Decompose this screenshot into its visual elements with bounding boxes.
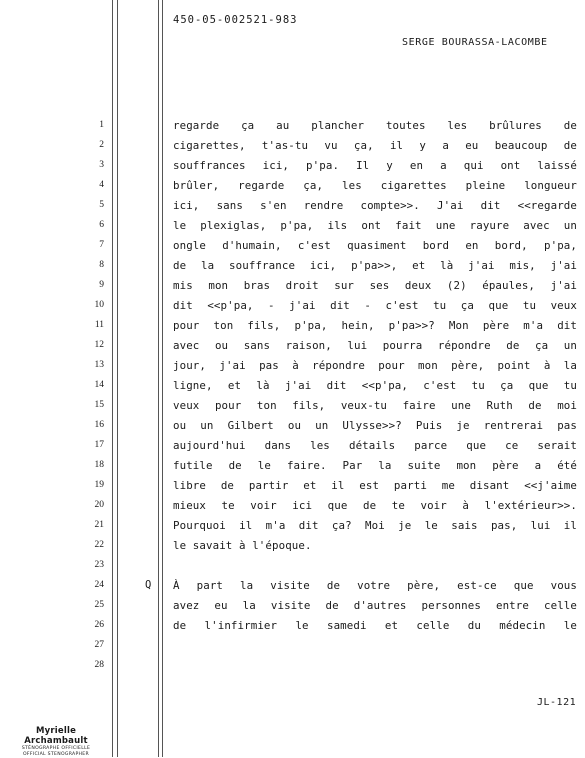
line-number: 17 — [94, 440, 104, 450]
question-marker: Q — [145, 579, 152, 591]
line-number: 2 — [99, 140, 104, 150]
page-reference: JL-121 — [537, 697, 577, 708]
line-number: 12 — [94, 340, 104, 350]
transcript-line: regarde ça au plancher toutes les brûlures de — [173, 119, 577, 132]
line-number: 4 — [99, 180, 104, 190]
transcript-line: avec ou sans raison, lui pourra répondre de ça un — [173, 339, 577, 352]
transcript-line: À part la visite de votre père, est-ce que vous — [173, 579, 577, 592]
transcript-line: mieux te voir ici que de te voir à l'extérieur>>. — [173, 499, 577, 512]
transcript-line: de la souffrance ici, p'pa>>, et là j'ai mis, j'ai — [173, 259, 577, 272]
transcript-line: ongle d'humain, c'est quasiment bord en bord, p'pa, — [173, 239, 577, 252]
transcript-line: jour, j'ai pas à répondre pour mon père, point à la — [173, 359, 577, 372]
transcript-line: aujourd'hui dans les détails parce que ce serait — [173, 439, 577, 452]
line-number: 21 — [94, 520, 104, 530]
transcript-line: de l'infirmier le samedi et celle du médecin le — [173, 619, 577, 632]
transcript-line: Pourquoi il m'a dit ça? Moi je le sais pas, lui il — [173, 519, 577, 532]
stenographer-title-fr: STÉNOGRAPHE OFFICIELLE — [21, 746, 91, 751]
line-number: 24 — [94, 580, 104, 590]
line-number: 3 — [99, 160, 104, 170]
line-number: 5 — [99, 200, 104, 210]
margin-rule-left-outer — [112, 0, 113, 757]
transcript-line: mis mon bras droit sur ses deux (2) épaules, j'ai — [173, 279, 577, 292]
line-number: 13 — [94, 360, 104, 370]
stenographer-name: Myrielle Archambault — [24, 726, 88, 746]
line-number: 22 — [94, 540, 104, 550]
stenographer-logo — [6, 726, 106, 758]
line-number: 23 — [94, 560, 104, 570]
transcript-line: veux pour ton fils, veux-tu faire une Ruth de moi — [173, 399, 577, 412]
line-number: 27 — [94, 640, 104, 650]
transcript-line: futile de le faire. Par la suite mon père a été — [173, 459, 577, 472]
case-reference-number: 450-05-002521-983 — [173, 14, 298, 26]
line-number: 25 — [94, 600, 104, 610]
line-number: 10 — [94, 300, 104, 310]
transcript-line: le savait à l'époque. — [173, 539, 312, 552]
transcript-line: ligne, et là j'ai dit <<p'pa, c'est tu ça que tu — [173, 379, 577, 392]
transcript-line: brûler, regarde ça, les cigarettes pleine longueur — [173, 179, 577, 192]
witness-name: SERGE BOURASSA-LACOMBE — [402, 37, 548, 48]
line-number: 1 — [99, 120, 104, 130]
transcript-line: pour ton fils, p'pa, hein, p'pa>>? Mon père m'a dit — [173, 319, 577, 332]
line-number: 19 — [94, 480, 104, 490]
transcript-line: cigarettes, t'as-tu vu ça, il y a eu beaucoup de — [173, 139, 577, 152]
line-number: 20 — [94, 500, 104, 510]
line-number: 14 — [94, 380, 104, 390]
margin-rule-text-outer — [158, 0, 159, 757]
transcript-line: ou un Gilbert ou un Ulysse>>? Puis je rentrerai pas — [173, 419, 577, 432]
margin-rule-left-inner — [117, 0, 118, 757]
stenographer-title-en: OFFICIAL STENOGRAPHER — [23, 752, 89, 757]
line-number: 6 — [99, 220, 104, 230]
margin-rule-text-inner — [162, 0, 163, 757]
line-number: 7 — [99, 240, 104, 250]
transcript-line: souffrances ici, p'pa. Il y en a qui ont laissé — [173, 159, 577, 172]
transcript-line: avez eu la visite de d'autres personnes entre celle — [173, 599, 577, 612]
line-number: 26 — [94, 620, 104, 630]
transcript-line: le plexiglas, p'pa, ils ont fait une rayure avec un — [173, 219, 577, 232]
line-number: 8 — [99, 260, 104, 270]
line-number: 28 — [94, 660, 104, 670]
transcript-line: ici, sans s'en rendre compte>>. J'ai dit <<regarde — [173, 199, 577, 212]
transcript-line: dit <<p'pa, - j'ai dit - c'est tu ça que tu veux — [173, 299, 577, 312]
line-number: 9 — [99, 280, 104, 290]
line-number: 18 — [94, 460, 104, 470]
line-number: 16 — [94, 420, 104, 430]
line-number: 15 — [94, 400, 104, 410]
line-number: 11 — [94, 320, 104, 330]
transcript-line: libre de partir et il est parti me disant <<j'aime — [173, 479, 577, 492]
